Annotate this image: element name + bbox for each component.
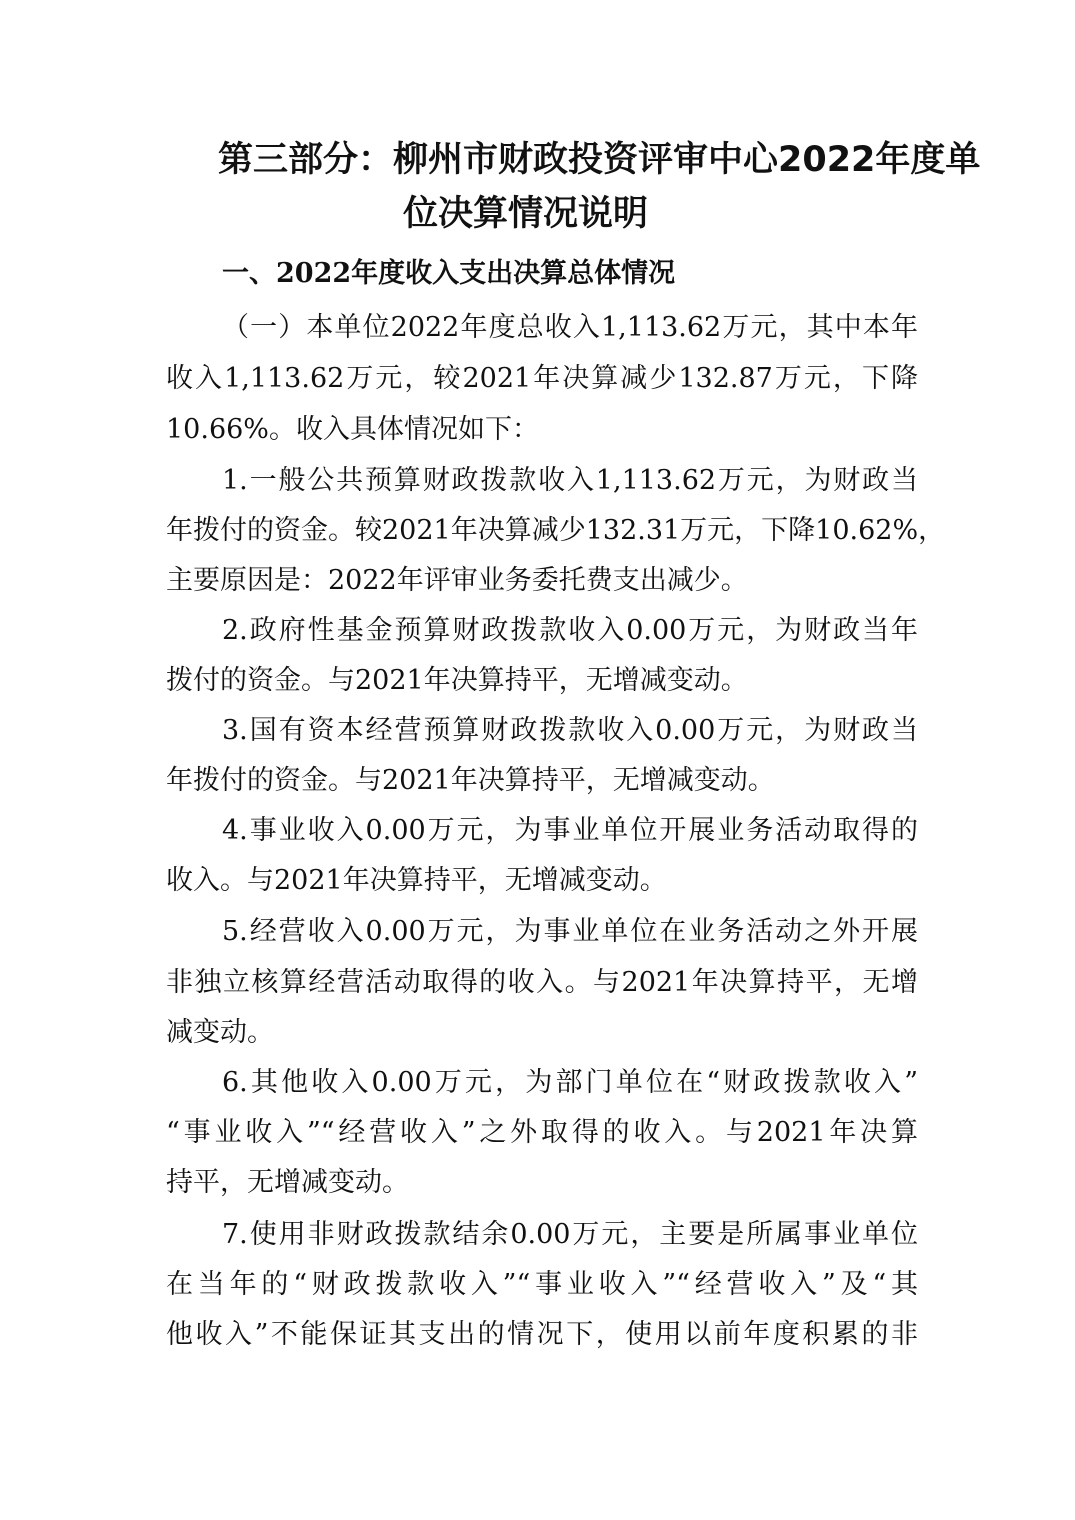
paragraph-line: 4.事业收入0.00万元，为事业单位开展业务活动取得的 [222, 815, 918, 846]
paragraph-line: 10.66%。收入具体情况如下： [166, 414, 539, 445]
document-title-line-2: 位决算情况说明 [403, 194, 649, 234]
paragraph-line: 3.国有资本经营预算财政拨款收入0.00万元，为财政当 [222, 715, 918, 746]
paragraph-line: 年拨付的资金。较2021年决算减少132.31万元，下降10.62%， [166, 515, 946, 546]
paragraph-line: 主要原因是：2022年评审业务委托费支出减少。 [166, 565, 748, 596]
paragraph-line: 他收入”不能保证其支出的情况下，使用以前年度积累的非 [166, 1319, 918, 1350]
paragraph-line: 在当年的“财政拨款收入”“事业收入”“经营收入”及“其 [166, 1269, 918, 1300]
paragraph-line: 7.使用非财政拨款结余0.00万元，主要是所属事业单位 [222, 1219, 918, 1250]
paragraph-line: 收入。与2021年决算持平，无增减变动。 [166, 865, 667, 896]
paragraph-line: 5.经营收入0.00万元，为事业单位在业务活动之外开展 [222, 916, 918, 947]
paragraph-line: 收入1,113.62万元，较2021年决算减少132.87万元，下降 [166, 363, 918, 394]
document-title-line-1: 第三部分：柳州市财政投资评审中心2022年度单 [218, 140, 981, 180]
paragraph-line: 拨付的资金。与2021年决算持平，无增减变动。 [166, 665, 748, 696]
paragraph-line: 年拨付的资金。与2021年决算持平，无增减变动。 [166, 765, 775, 796]
paragraph-line: 6.其他收入0.00万元，为部门单位在“财政拨款收入” [222, 1067, 918, 1098]
paragraph-line: “事业收入”“经营收入”之外取得的收入。与2021年决算 [166, 1117, 918, 1148]
paragraph-line: 持平，无增减变动。 [166, 1167, 409, 1198]
section-heading: 一、2022年度收入支出决算总体情况 [222, 258, 676, 289]
paragraph-line: 1.一般公共预算财政拨款收入1,113.62万元，为财政当 [222, 465, 918, 496]
paragraph-line: 非独立核算经营活动取得的收入。与2021年决算持平，无增 [166, 967, 918, 998]
paragraph-line: （一）本单位2022年度总收入1,113.62万元，其中本年 [222, 312, 918, 343]
paragraph-line: 2.政府性基金预算财政拨款收入0.00万元，为财政当年 [222, 615, 918, 646]
paragraph-line: 减变动。 [166, 1017, 274, 1048]
